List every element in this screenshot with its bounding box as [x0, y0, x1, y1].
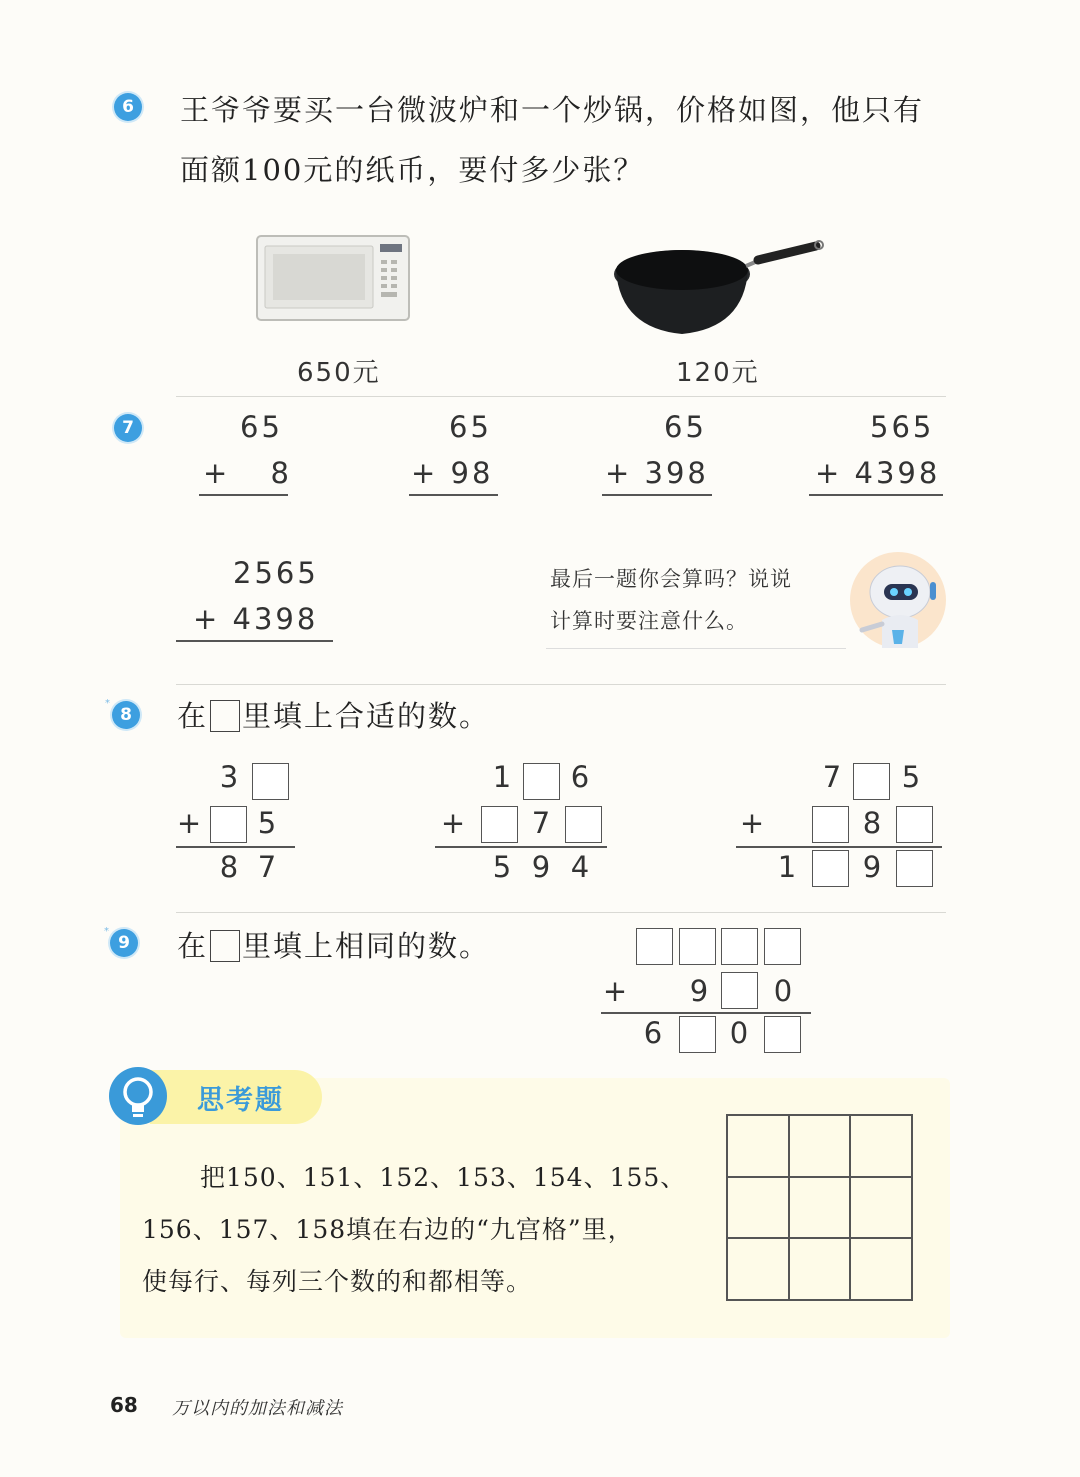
grid-cell[interactable] — [727, 1115, 789, 1177]
microwave-image — [255, 232, 413, 324]
grid-cell[interactable] — [789, 1115, 851, 1177]
question-text-line1: 王爷爷要买一台微波炉和一个炒锅，价格如图，他只有 — [180, 93, 925, 127]
answer-box[interactable] — [812, 806, 849, 843]
underline — [176, 846, 295, 848]
grid-cell[interactable] — [850, 1115, 912, 1177]
optional-star: * — [105, 698, 110, 709]
underline — [602, 494, 712, 496]
grid-cell[interactable] — [727, 1177, 789, 1239]
answer-box[interactable] — [210, 806, 247, 843]
blank-box-icon — [210, 700, 240, 732]
digit: 9 — [531, 850, 551, 884]
digit: 8 — [219, 850, 239, 884]
answer-box[interactable] — [721, 972, 758, 1009]
underline — [809, 494, 943, 496]
addend-bottom-text: + 8 — [203, 456, 292, 490]
addend-bottom: + 4398 — [193, 602, 319, 636]
answer-box[interactable] — [252, 763, 289, 800]
blank-box-icon — [210, 930, 240, 962]
question-number: 9 — [118, 933, 130, 953]
answer-box[interactable] — [853, 763, 890, 800]
lightbulb-icon — [108, 1064, 168, 1130]
optional-star: * — [104, 926, 109, 937]
question-text — [177, 924, 490, 965]
digit: 6 — [643, 1016, 663, 1050]
addend-top: 65 — [240, 410, 283, 444]
plus-sign: + — [176, 806, 202, 840]
robot-avatar — [846, 548, 946, 648]
answer-box[interactable] — [565, 806, 602, 843]
addend-top: 565 — [870, 410, 935, 444]
digit: 8 — [862, 806, 882, 840]
digit: 9 — [689, 974, 709, 1008]
question-number-badge — [114, 93, 142, 121]
question-text — [177, 694, 490, 735]
question-number-badge — [110, 929, 138, 957]
digit: 5 — [492, 850, 512, 884]
answer-box[interactable] — [523, 763, 560, 800]
underline — [409, 494, 498, 496]
answer-box[interactable] — [764, 928, 801, 965]
digit: 9 — [862, 850, 882, 884]
digit: 0 — [773, 974, 793, 1008]
addend-bottom: + 98 — [411, 456, 494, 490]
digit: 7 — [257, 850, 277, 884]
digit: 7 — [531, 806, 551, 840]
digit: 6 — [570, 760, 590, 794]
nine-grid — [726, 1114, 913, 1301]
digit: 3 — [219, 760, 239, 794]
addend-bottom — [203, 456, 292, 490]
page-number: 68 — [110, 1393, 138, 1417]
grid-cell[interactable] — [727, 1238, 789, 1300]
answer-box[interactable] — [764, 1016, 801, 1053]
answer-box[interactable] — [679, 928, 716, 965]
answer-box[interactable] — [636, 928, 673, 965]
question-text-line2: 面额100元的纸币，要付多少张？ — [180, 153, 645, 187]
question-prefix: 在 — [177, 699, 209, 733]
underline — [199, 494, 288, 496]
microwave-price: 650元 — [297, 358, 381, 388]
question-suffix: 里填上合适的数。 — [242, 699, 491, 733]
wok-image — [610, 230, 828, 340]
addend-top: 65 — [664, 410, 707, 444]
digit: 5 — [901, 760, 921, 794]
digit: 1 — [777, 850, 797, 884]
bubble-text-line2: 计算时要注意什么。 — [550, 609, 748, 633]
addend-bottom: + 4398 — [815, 456, 941, 490]
plus-sign: + — [602, 974, 628, 1008]
digit: 4 — [570, 850, 590, 884]
answer-box[interactable] — [679, 1016, 716, 1053]
thinking-text-line3: 使每行、每列三个数的和都相等。 — [142, 1267, 533, 1296]
underline — [601, 1012, 811, 1014]
digit: 0 — [729, 1016, 749, 1050]
grid-cell[interactable] — [789, 1238, 851, 1300]
plus-sign: + — [739, 806, 765, 840]
answer-box[interactable] — [812, 850, 849, 887]
addend-top: 2565 — [233, 556, 319, 590]
digit: 5 — [257, 806, 277, 840]
wok-price: 120元 — [676, 358, 760, 388]
digit: 7 — [822, 760, 842, 794]
underline — [176, 640, 333, 642]
grid-cell[interactable] — [789, 1177, 851, 1239]
underline — [736, 846, 942, 848]
addend-bottom: + 398 — [605, 456, 709, 490]
question-number-badge — [114, 414, 142, 442]
grid-cell[interactable] — [850, 1238, 912, 1300]
thinking-text-line1: 把150、151、152、153、154、155、 — [200, 1163, 687, 1192]
question-number: 7 — [122, 418, 134, 438]
question-number: 6 — [122, 97, 134, 117]
divider — [176, 912, 946, 913]
thinking-title: 思考题 — [197, 1085, 284, 1116]
chapter-title: 万以内的加法和减法 — [172, 1398, 343, 1419]
answer-box[interactable] — [481, 806, 518, 843]
thinking-text-line2: 156、157、158填在右边的“九宫格”里， — [142, 1215, 634, 1244]
answer-box[interactable] — [896, 850, 933, 887]
question-prefix: 在 — [177, 929, 209, 963]
bubble-text-line1: 最后一题你会算吗？说说 — [550, 567, 792, 591]
divider — [176, 396, 946, 397]
plus-sign: + — [440, 806, 466, 840]
addend-top: 65 — [449, 410, 492, 444]
question-suffix: 里填上相同的数。 — [242, 929, 491, 963]
digit: 1 — [492, 760, 512, 794]
divider — [176, 684, 946, 685]
grid-cell[interactable] — [850, 1177, 912, 1239]
answer-box[interactable] — [896, 806, 933, 843]
question-number: 8 — [120, 705, 132, 725]
answer-box[interactable] — [721, 928, 758, 965]
underline — [435, 846, 607, 848]
question-number-badge — [112, 701, 140, 729]
